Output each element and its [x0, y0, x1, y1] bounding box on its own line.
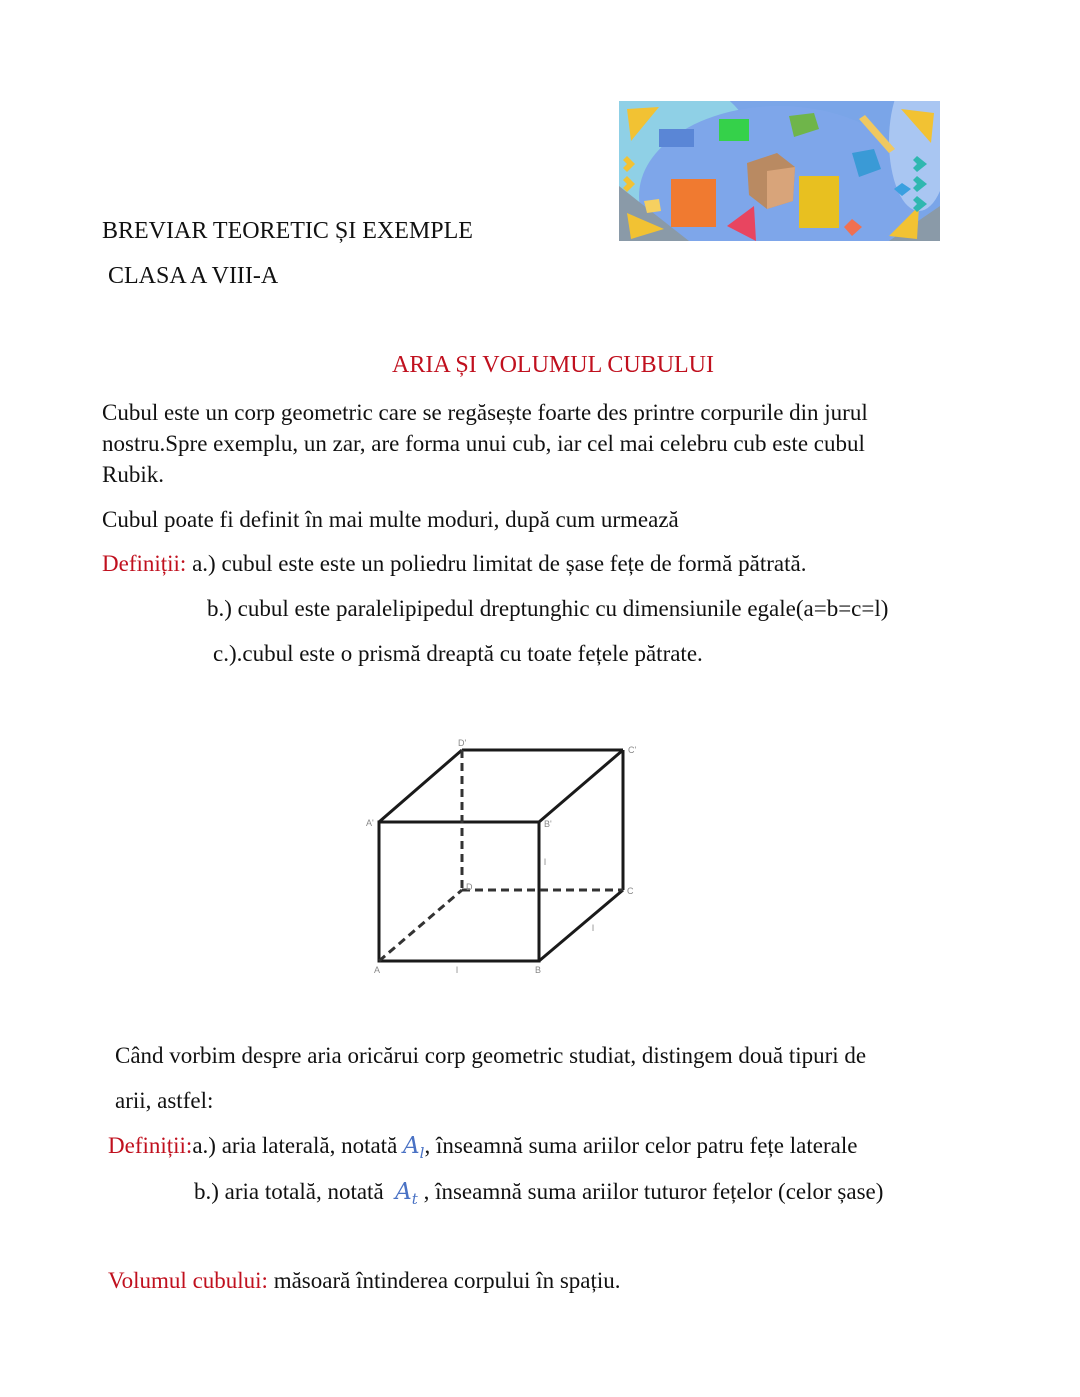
volume-text: măsoară întinderea corpului în spațiu.	[267, 1268, 621, 1293]
total-area-letter: A	[395, 1179, 412, 1205]
section-title: ARIA ȘI VOLUMUL CUBULUI	[392, 352, 715, 378]
edge-label-vertical: l	[544, 857, 546, 867]
area-intro-line1: Când vorbim despre aria oricărui corp geometric studiat, distingem două tipuri de	[115, 1043, 867, 1068]
lateral-area-symbol	[403, 1133, 425, 1162]
area-definitions-label: Definiții:	[108, 1133, 193, 1158]
volume-definition	[108, 1265, 621, 1296]
definition-b-suffix: , înseamnă suma ariilor tuturor fețelor (celor șase)	[417, 1179, 884, 1204]
lateral-area-subscript: l	[419, 1144, 425, 1162]
vertex-label-d-prime: D'	[458, 738, 467, 748]
cube-definition-b: b.) cubul este paralelipipedul dreptunghic cu dimensiunile egale(a=b=c=l)	[207, 596, 889, 621]
vertex-label-b-prime: B'	[544, 819, 552, 829]
cube-definition-a	[102, 548, 806, 579]
area-definition-b	[194, 1176, 883, 1215]
vertex-label-c: C	[627, 886, 634, 896]
volume-label: Volumul cubului:	[108, 1268, 268, 1293]
edge-label-base: l	[456, 965, 458, 975]
definition-a-text: a.) cubul este este un poliedru limitat de șase fețe de formă pătrată.	[186, 551, 807, 576]
edge-label-depth: l	[592, 923, 594, 933]
area-intro-line2: arii, astfel:	[115, 1088, 214, 1113]
area-definition-a	[108, 1130, 857, 1169]
decorative-banner-image	[619, 101, 940, 241]
definition-a-prefix: a.) aria laterală, notată	[192, 1133, 404, 1158]
document-title: BREVIAR TEORETIC ȘI EXEMPLE	[102, 218, 473, 244]
vertex-label-a: A	[374, 965, 381, 975]
total-area-subscript: t	[411, 1190, 418, 1208]
vertex-label-c-prime: C'	[628, 745, 637, 755]
vertex-label-a-prime: A'	[366, 818, 374, 828]
lateral-area-letter: A	[403, 1133, 420, 1159]
cube-definition-c: c.).cubul este o prismă dreaptă cu toate fețele pătrate.	[213, 641, 703, 666]
definition-b-prefix: b.) aria totală, notată	[194, 1179, 396, 1204]
definition-a-suffix: , înseamnă suma ariilor celor patru fețe laterale	[424, 1133, 858, 1158]
cube-diagram	[360, 735, 660, 980]
vertex-label-b: B	[535, 965, 542, 975]
total-area-symbol	[395, 1179, 418, 1208]
class-label: CLASA A VIII-A	[108, 263, 279, 289]
definitions-intro: Cubul poate fi definit în mai multe moduri, după cum urmează	[102, 507, 679, 532]
definitions-label: Definiții:	[102, 551, 187, 576]
intro-paragraph: Cubul este un corp geometric care se regăsește foarte des printre corpurile din jurul nostru.Spre exemplu, un zar, are forma unui cub, iar cel mai celebru cub este cubul Rubik.	[102, 400, 868, 487]
vertex-label-d: D	[466, 882, 473, 892]
